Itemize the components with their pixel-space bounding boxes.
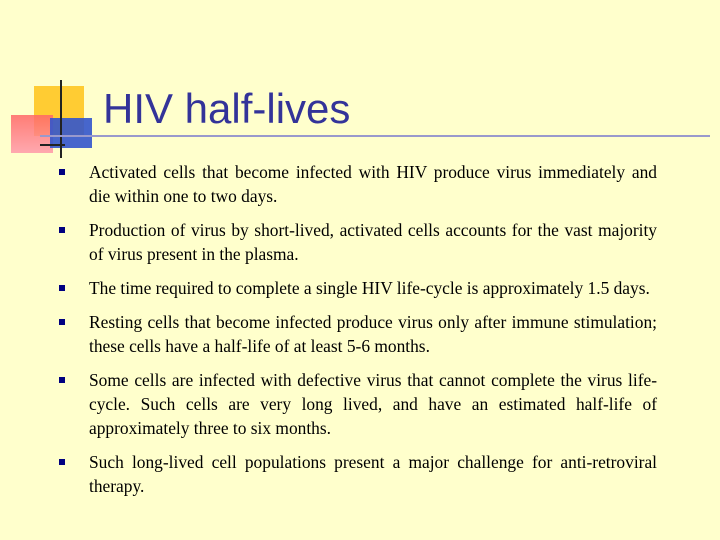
logo-vertical-line bbox=[60, 80, 62, 158]
bullet-text: Production of virus by short-lived, activated cells accounts for the vast majority of virus present in the plasma. bbox=[89, 220, 657, 264]
bullet-square-icon bbox=[59, 285, 65, 291]
slide-logo bbox=[0, 0, 100, 170]
bullet-square-icon bbox=[59, 169, 65, 175]
bullet-text: The time required to complete a single HIV life-cycle is approximately 1.5 days. bbox=[89, 278, 650, 298]
bullet-square-icon bbox=[59, 459, 65, 465]
logo-horizontal-line bbox=[40, 144, 65, 146]
bullet-list bbox=[57, 160, 657, 508]
bullet-item bbox=[57, 276, 657, 300]
bullet-square-icon bbox=[59, 227, 65, 233]
title-divider bbox=[40, 135, 710, 137]
bullet-square-icon bbox=[59, 319, 65, 325]
bullet-text: Such long-lived cell populations present a major challenge for anti-retroviral therapy. bbox=[89, 452, 657, 496]
bullet-item bbox=[57, 450, 657, 498]
bullet-square-icon bbox=[59, 377, 65, 383]
slide-title: HIV half-lives bbox=[103, 85, 351, 132]
bullet-item bbox=[57, 310, 657, 358]
bullet-text: Some cells are infected with defective virus that cannot complete the virus life-cycle. Such cells are very long lived, and have an estimated half-life of approximately three to six months. bbox=[89, 370, 657, 438]
bullet-item bbox=[57, 160, 657, 208]
bullet-item bbox=[57, 218, 657, 266]
bullet-text: Activated cells that become infected with HIV produce virus immediately and die within one to two days. bbox=[89, 162, 657, 206]
bullet-item bbox=[57, 368, 657, 440]
bullet-text: Resting cells that become infected produce virus only after immune stimulation; these cells have a half-life of at least 5-6 months. bbox=[89, 312, 657, 356]
logo-red-square bbox=[11, 115, 53, 153]
